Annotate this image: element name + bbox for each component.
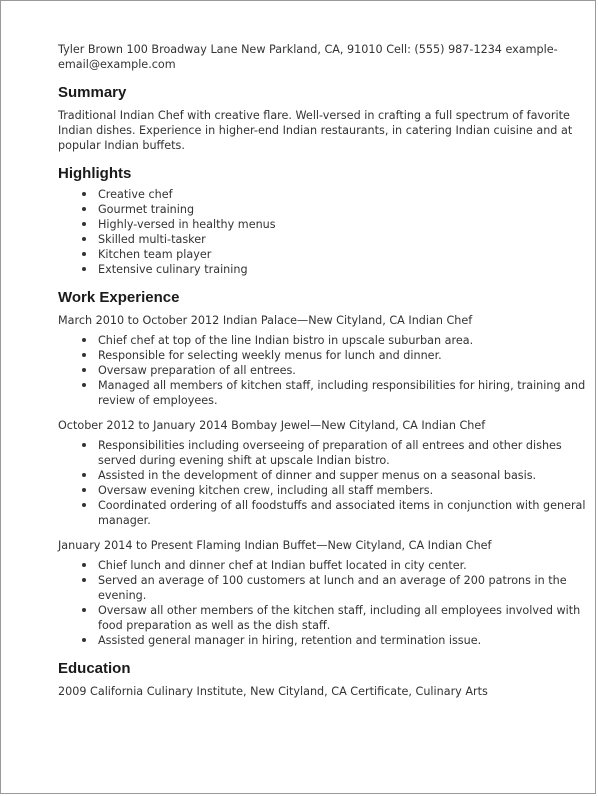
list-item: Assisted general manager in hiring, retention and termination issue. <box>98 633 592 648</box>
summary-text: Traditional Indian Chef with creative flare. Well-versed in crafting a full spectrum of favorite Indian dishes. Experience in higher-end Indian restaurants, in catering Indian cuisine and at popular Indian buffets. <box>58 109 573 152</box>
job-line-3: January 2014 to Present Flaming Indian Buffet—New Cityland, CA Indian Chef <box>58 539 492 552</box>
job-2-bullets <box>58 438 592 528</box>
job-line-1: March 2010 to October 2012 Indian Palace—New Cityland, CA Indian Chef <box>58 314 473 327</box>
list-item: Skilled multi-tasker <box>98 232 592 247</box>
job-line-2: October 2012 to January 2014 Bombay Jewel—New Cityland, CA Indian Chef <box>58 419 486 432</box>
resume-content <box>58 42 592 699</box>
list-item: Creative chef <box>98 187 592 202</box>
list-item: Chief chef at top of the line Indian bistro in upscale suburban area. <box>98 333 592 348</box>
list-item: Responsibilities including overseeing of preparation of all entrees and other dishes served during evening shift at upscale Indian bistro. <box>98 438 592 468</box>
list-item: Highly-versed in healthy menus <box>98 217 592 232</box>
summary-heading: Summary <box>58 84 127 101</box>
list-item: Oversaw preparation of all entrees. <box>98 363 592 378</box>
job-3-bullets <box>58 558 592 648</box>
list-item: Chief lunch and dinner chef at Indian buffet located in city center. <box>98 558 592 573</box>
list-item: Responsible for selecting weekly menus for lunch and dinner. <box>98 348 592 363</box>
contact-info: Tyler Brown 100 Broadway Lane New Parkland, CA, 91010 Cell: (555) 987-1234 example-email@example.com <box>58 43 558 71</box>
list-item: Served an average of 100 customers at lunch and an average of 200 patrons in the evening. <box>98 573 592 603</box>
list-item: Coordinated ordering of all foodstuffs and associated items in conjunction with general manager. <box>98 498 592 528</box>
job-1-bullets <box>58 333 592 408</box>
list-item: Managed all members of kitchen staff, including responsibilities for hiring, training and review of employees. <box>98 378 592 408</box>
list-item: Kitchen team player <box>98 247 592 262</box>
list-item: Oversaw evening kitchen crew, including all staff members. <box>98 483 592 498</box>
highlights-heading: Highlights <box>58 165 132 182</box>
list-item: Extensive culinary training <box>98 262 592 277</box>
education-heading: Education <box>58 660 131 677</box>
highlights-list <box>58 187 592 277</box>
list-item: Assisted in the development of dinner and supper menus on a seasonal basis. <box>98 468 592 483</box>
list-item: Gourmet training <box>98 202 592 217</box>
list-item: Oversaw all other members of the kitchen staff, including all employees involved with food preparation as well as the dish staff. <box>98 603 592 633</box>
work-experience-heading: Work Experience <box>58 289 180 306</box>
education-line: 2009 California Culinary Institute, New Cityland, CA Certificate, Culinary Arts <box>58 685 488 698</box>
